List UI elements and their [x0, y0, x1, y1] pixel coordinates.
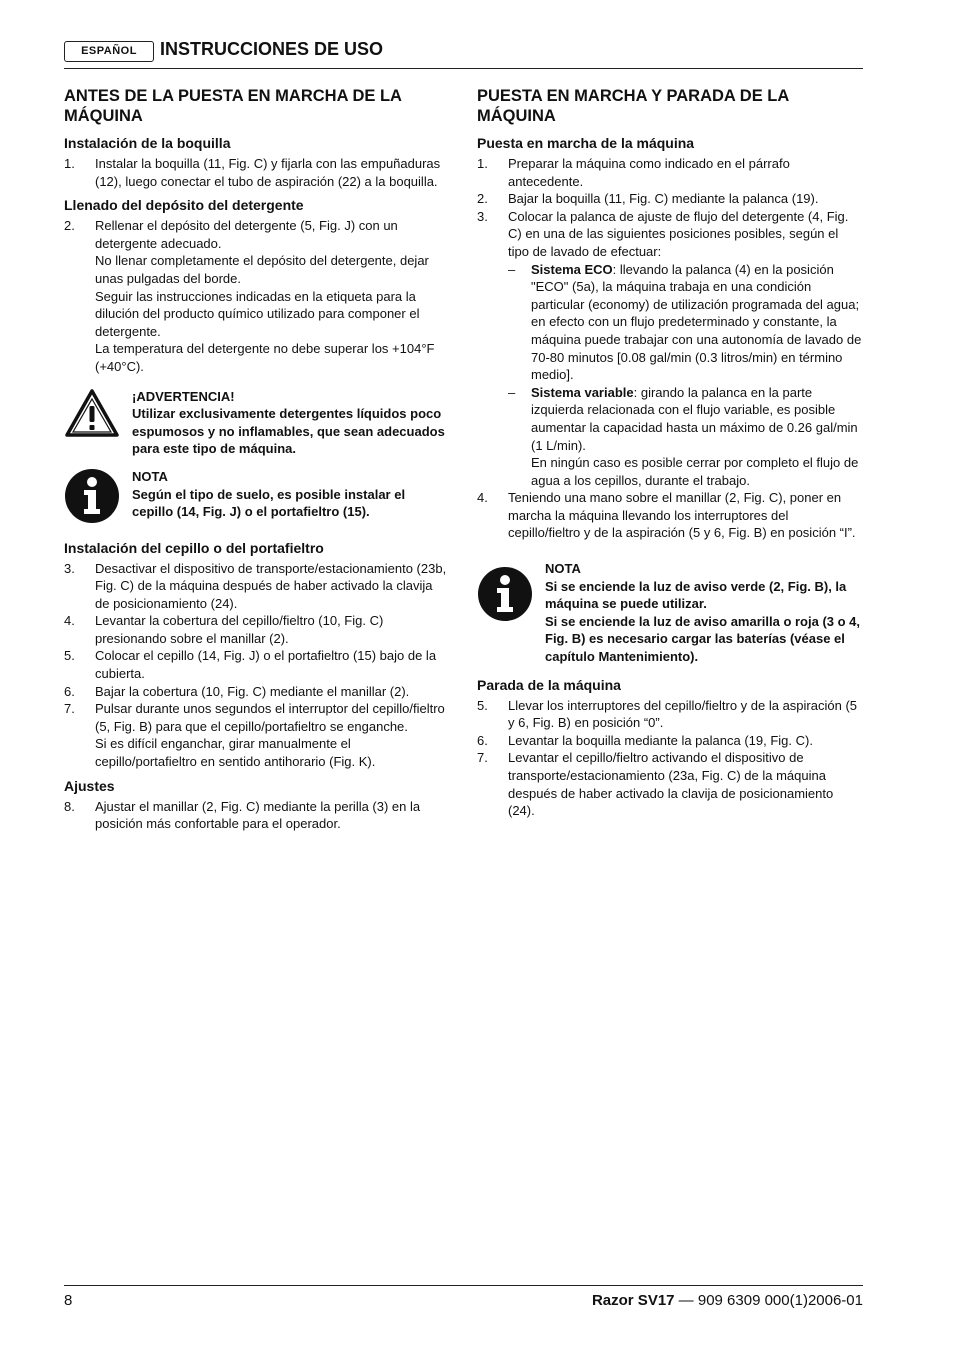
- item-number: 6.: [477, 732, 488, 748]
- item-text: Llevar los interruptores del cepillo/fieltro y de la aspiración (5 y 6, Fig. B) en posición “0”.: [508, 697, 858, 731]
- list-item: [64, 217, 449, 375]
- warning-box: [64, 388, 449, 458]
- list-item: [477, 208, 862, 490]
- item-number: 7.: [64, 701, 75, 717]
- list-item: [477, 697, 862, 732]
- sub-item-label: Sistema variable: [531, 384, 634, 400]
- sub-list-item: [508, 384, 862, 490]
- sub-item-text: : llevando la palanca (4) en la posición "ECO" (5a), la máquina trabaja en una condición particular (economy) de utilización programada del agua; en efecto con un flujo predeterminado y constante, la máquina puede trabajar con una autonomía de lavado de 70-80 minutos [0.08 gal/min (0.3 litros/min) en término medio].: [531, 261, 862, 383]
- item-text: Levantar la boquilla mediante la palanca (19, Fig. C).: [508, 732, 813, 748]
- note-title: NOTA: [132, 468, 168, 484]
- item-text: No llenar completamente el depósito del detergente, dejar unas pulgadas del borde.: [95, 253, 429, 286]
- item-number: 5.: [64, 648, 75, 664]
- sub-item-text: : girando la palanca en la parte izquierda relacionada con el flujo variable, es posible aumentar la capacidad hasta un máximo de 0.26 gal/min (1 L/min).: [531, 384, 858, 453]
- list-item: [64, 560, 449, 613]
- list-item: [64, 612, 449, 647]
- document-code: — 909 6309 000(1)2006-01: [674, 1292, 863, 1309]
- item-text: Seguir las instrucciones indicadas en la etiqueta para la dilución del producto químico utilizado para componer el detergente.: [95, 288, 420, 339]
- note-text: Si se enciende la luz de aviso verde (2, Fig. B), la máquina se puede utilizar.: [545, 578, 847, 612]
- right-column: [477, 86, 862, 820]
- item-number: 1.: [64, 156, 75, 171]
- warning-text: Utilizar exclusivamente detergentes líquidos poco espumosos y no inflamables, que sean adecuados para este tipo de máquina.: [132, 406, 445, 457]
- item-number: 6.: [64, 683, 75, 699]
- item-text: Ajustar el manillar (2, Fig. C) mediante la perilla (3) en la posición más confortable para el operador.: [95, 798, 421, 832]
- page-title: INSTRUCCIONES DE USO: [160, 39, 384, 59]
- item-number: 8.: [64, 798, 75, 814]
- item-text: Levantar la cobertura del cepillo/fieltro (10, Fig. C) presionando sobre el manillar (2).: [95, 613, 384, 646]
- sub-item-text: En ningún caso es posible cerrar por completo el flujo de agua a los cepillos, durante el trabajo.: [531, 455, 859, 488]
- item-number: 7.: [477, 750, 488, 766]
- item-text: Instalar la boquilla (11, Fig. C) y fijarla con las empuñaduras (12), luego conectar el tubo de aspiración (22) a la boquilla.: [95, 156, 441, 189]
- sub-item-label: Sistema ECO: [531, 261, 613, 277]
- note-box: [64, 468, 449, 529]
- item-text: Bajar la boquilla (11, Fig. C) mediante la palanca (19).: [508, 191, 819, 207]
- document-reference: [592, 1292, 863, 1309]
- left-column: [64, 86, 449, 833]
- warning-title: ¡ADVERTENCIA!: [132, 388, 235, 404]
- dash-bullet: –: [508, 384, 516, 400]
- list-item: [477, 190, 862, 208]
- item-text: Desactivar el dispositivo de transporte/estacionamiento (23b, Fig. C) de la máquina después de haber activado la clavija de posicionamiento (24).: [95, 560, 447, 611]
- subsection-title-brush: Instalación del cepillo o del portafieltro: [64, 539, 324, 556]
- info-icon: [64, 468, 132, 529]
- dash-bullet: –: [508, 261, 516, 277]
- item-number: 2.: [477, 191, 488, 207]
- section-heading-before-start: ANTES DE LA PUESTA EN MARCHA DE LA MÁQUINA: [64, 87, 402, 125]
- subsection-title-nozzle: Instalación de la boquilla: [64, 135, 231, 151]
- list-item: [64, 683, 449, 701]
- list-item: [64, 700, 449, 770]
- list-item: [64, 155, 449, 190]
- list-item: [477, 489, 862, 542]
- item-number: 2.: [64, 218, 75, 234]
- item-text: Rellenar el depósito del detergente (5, Fig. J) con un detergente adecuado.: [95, 218, 398, 251]
- subsection-title-detergent: Llenado del depósito del detergente: [64, 197, 304, 214]
- item-number: 4.: [477, 490, 488, 506]
- item-text: Bajar la cobertura (10, Fig. C) mediante el manillar (2).: [95, 683, 410, 699]
- note-text: Según el tipo de suelo, es posible instalar el cepillo (14, Fig. J) o el portafieltro (15).: [132, 486, 406, 520]
- list-item: [477, 732, 862, 750]
- note-box: [477, 560, 862, 666]
- model-name: Razor SV17: [591, 1292, 675, 1309]
- note-text: Si se enciende la luz de aviso amarilla o roja (3 o 4, Fig. B) es necesario cargar las baterías (véase el capítulo Mantenimiento).: [545, 613, 861, 665]
- list-item: [64, 647, 449, 682]
- list-item: [64, 798, 449, 833]
- language-badge: ESPAÑOL: [64, 41, 154, 62]
- list-item: [477, 749, 862, 819]
- subsection-title-stopping: Parada de la máquina: [477, 676, 621, 693]
- subsection-title-adjustments: Ajustes: [64, 777, 115, 794]
- item-number: 3.: [64, 560, 75, 576]
- item-text: Levantar el cepillo/fieltro activando el dispositivo de transporte/estacionamiento (23a, Fig. C) de la máquina después de haber activado la clavija de posicionamiento (24).: [508, 750, 834, 819]
- item-number: 5.: [477, 697, 488, 713]
- page-footer: [64, 1285, 863, 1309]
- item-text: Pulsar durante unos segundos el interruptor del cepillo/fieltro (5, Fig. B) para que el cepillo/portafieltro se enganche.: [95, 701, 445, 734]
- item-text: Colocar el cepillo (14, Fig. J) o el portafieltro (15) bajo de la cubierta.: [95, 648, 437, 682]
- sub-list-item: [508, 261, 862, 384]
- warning-icon: [64, 388, 132, 458]
- item-text: Teniendo una mano sobre el manillar (2, Fig. C), poner en marcha la máquina llevando los interruptores del cepillo/fieltro y de la aspiración (5 y 6, Fig. B) en posición “I”.: [508, 490, 856, 541]
- note-title: NOTA: [545, 561, 581, 577]
- item-text: Si es difícil enganchar, girar manualmente el cepillo/portafieltro en sentido antihorario (Fig. K).: [95, 736, 376, 770]
- item-text: Colocar la palanca de ajuste de flujo del detergente (4, Fig. C) en una de las siguientes posiciones posibles, según el tipo de lavado de efectuar:: [508, 208, 849, 259]
- subsection-title-startup: Puesta en marcha de la máquina: [477, 135, 695, 151]
- item-number: 4.: [64, 613, 75, 629]
- item-text: La temperatura del detergente no debe superar los +104°F (+40°C).: [95, 341, 435, 374]
- page-header: [64, 40, 863, 69]
- list-item: [477, 155, 862, 190]
- section-heading-start-stop: PUESTA EN MARCHA Y PARADA DE LA MÁQUINA: [477, 87, 789, 125]
- item-text: Preparar la máquina como indicado en el párrafo antecedente.: [508, 156, 790, 189]
- item-number: 1.: [477, 156, 488, 171]
- item-number: 3.: [477, 208, 488, 224]
- info-icon: [477, 560, 545, 666]
- page-number: 8: [64, 1292, 73, 1309]
